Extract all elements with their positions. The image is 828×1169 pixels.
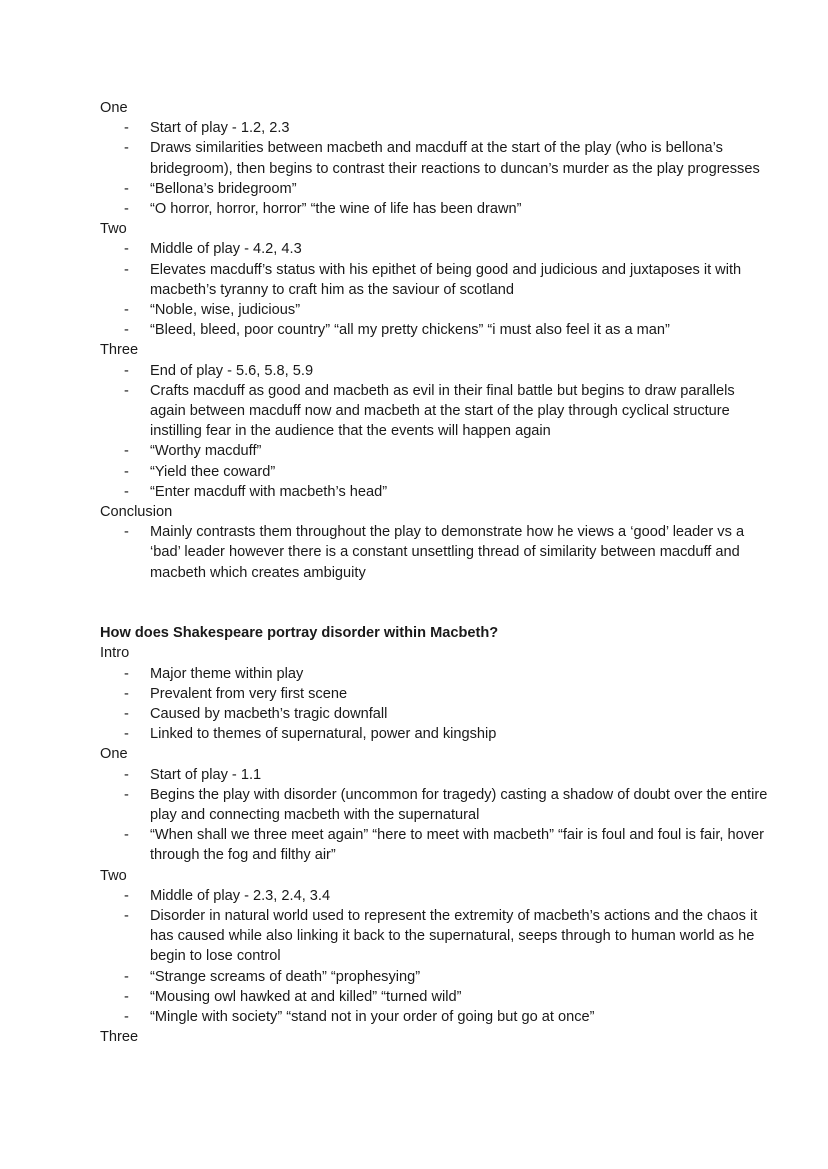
section-heading: One: [100, 746, 128, 763]
list-item: [100, 138, 768, 178]
bullet-dash: -: [124, 524, 129, 541]
list-item: [100, 886, 768, 906]
list-item-text: Begins the play with disorder (uncommon for tragedy) casting a shadow of doubt over the entire play and connecting macbeth with the supernatural: [150, 786, 768, 823]
bullet-list: [100, 361, 768, 502]
section-two: [100, 219, 768, 340]
bullet-dash: -: [124, 726, 129, 743]
section-heading: Intro: [100, 645, 130, 662]
list-item: [100, 785, 768, 825]
bullet-dash: -: [124, 463, 129, 480]
bullet-dash: -: [124, 120, 129, 137]
list-item-text: “O horror, horror, horror” “the wine of life has been drawn”: [150, 201, 522, 217]
bullet-dash: -: [124, 1009, 129, 1026]
section-two: [100, 866, 768, 1028]
list-item-text: End of play - 5.6, 5.8, 5.9: [150, 362, 314, 379]
list-item-text: “Enter macduff with macbeth’s head”: [150, 483, 388, 500]
list-item: [100, 199, 768, 219]
bullet-dash: -: [124, 302, 129, 318]
bullet-list: [100, 239, 768, 340]
bullet-dash: -: [124, 665, 129, 682]
bullet-dash: -: [124, 180, 129, 197]
list-item-text: “Noble, wise, judicious”: [150, 302, 301, 318]
list-item: [100, 906, 768, 967]
list-item: [100, 704, 768, 724]
list-item-text: Draws similarities between macbeth and macduff at the start of the play (who is bellona’s bridegroom), then begins to contrast their reactions to duncan’s murder as the play progresses: [150, 140, 760, 177]
section-one: [100, 744, 768, 865]
bullet-dash: -: [124, 887, 129, 904]
bullet-list: [100, 522, 768, 583]
list-item-text: Prevalent from very first scene: [150, 685, 348, 702]
section-one: [100, 98, 768, 219]
list-item: [100, 967, 768, 987]
bullet-dash: -: [124, 706, 129, 722]
list-item: [100, 239, 768, 259]
bullet-dash: -: [124, 988, 129, 1005]
list-item-text: Disorder in natural world used to represent the extremity of macbeth’s actions and the chaos it has caused while also linking it back to the supernatural, seeps through to human world as he begin to lose control: [150, 908, 758, 965]
bullet-dash: -: [124, 483, 129, 500]
list-item-text: “Bleed, bleed, poor country” “all my pretty chickens” “i must also feel it as a man”: [150, 322, 670, 339]
list-item: [100, 522, 768, 583]
bullet-list: [100, 118, 768, 219]
list-item-text: “Mingle with society” “stand not in your order of going but go at once”: [150, 1009, 595, 1026]
list-item-text: Caused by macbeth’s tragic downfall: [150, 706, 388, 722]
list-item-text: “When shall we three meet again” “here to meet with macbeth” “fair is foul and foul is fair, hover through the fog and filthy air”: [150, 827, 765, 864]
bullet-dash: -: [124, 908, 129, 924]
list-item: [100, 361, 768, 381]
bullet-dash: -: [124, 766, 129, 783]
section-heading: Two: [100, 867, 127, 884]
list-item: [100, 118, 768, 138]
list-item: [100, 765, 768, 785]
essay-question-title: How does Shakespeare portray disorder within Macbeth?: [100, 625, 499, 642]
list-item-text: Crafts macduff as good and macbeth as evil in their final battle but begins to draw parallels again between macduff now and macbeth at the start of the play through cyclical structure instilling fear in the audience that the events will happen again: [150, 382, 735, 440]
list-item-text: Major theme within play: [150, 665, 304, 682]
bullet-dash: -: [124, 261, 129, 278]
bullet-dash: -: [124, 685, 129, 702]
list-item-text: Middle of play - 4.2, 4.3: [150, 241, 302, 258]
list-item-text: “Mousing owl hawked at and killed” “turned wild”: [150, 988, 462, 1005]
list-item: [100, 462, 768, 482]
spacer: [100, 583, 768, 623]
list-item-text: Middle of play - 2.3, 2.4, 3.4: [150, 887, 331, 904]
bullet-dash: -: [124, 241, 129, 258]
bullet-dash: -: [124, 140, 129, 157]
list-item-text: Start of play - 1.2, 2.3: [150, 120, 290, 137]
bullet-list: [100, 664, 768, 745]
section-conclusion: [100, 502, 768, 583]
bullet-dash: -: [124, 968, 129, 985]
list-item-text: Mainly contrasts them throughout the play to demonstrate how he views a ‘good’ leader vs a ‘bad’ leader however there is a constant unsettling thread of similarity between macduff and macbeth which creates ambiguity: [150, 524, 745, 581]
list-item: [100, 1007, 768, 1027]
section-intro: [100, 643, 768, 744]
list-item: [100, 260, 768, 300]
list-item-text: “Bellona’s bridegroom”: [150, 180, 297, 197]
list-item: [100, 664, 768, 684]
bullet-dash: -: [124, 827, 129, 844]
section-heading: Two: [100, 221, 127, 238]
section-three: [100, 340, 768, 502]
list-item: [100, 179, 768, 199]
list-item: [100, 987, 768, 1007]
list-item: [100, 724, 768, 744]
list-item-text: “Worthy macduff”: [150, 443, 262, 460]
bullet-dash: -: [124, 322, 129, 339]
list-item: [100, 482, 768, 502]
section-three: [100, 1027, 768, 1047]
bullet-dash: -: [124, 362, 129, 379]
section-heading: Three: [100, 342, 139, 359]
list-item-text: “Strange screams of death” “prophesying”: [150, 968, 421, 985]
list-item: [100, 300, 768, 320]
list-item: [100, 825, 768, 865]
list-item: [100, 320, 768, 340]
bullet-dash: -: [124, 786, 129, 803]
list-item: [100, 441, 768, 461]
section-heading: Three: [100, 1029, 139, 1046]
list-item: [100, 684, 768, 704]
bullet-dash: -: [124, 382, 129, 399]
list-item: [100, 381, 768, 442]
bullet-list: [100, 765, 768, 866]
bullet-list: [100, 886, 768, 1027]
list-item-text: “Yield thee coward”: [150, 463, 276, 480]
bullet-dash: -: [124, 443, 129, 460]
list-item-text: Elevates macduff’s status with his epithet of being good and judicious and juxtaposes it with macbeth’s tyranny to craft him as the saviour of scotland: [150, 261, 742, 298]
list-item-text: Start of play - 1.1: [150, 766, 262, 783]
bullet-dash: -: [124, 201, 129, 217]
section-heading: Conclusion: [100, 504, 173, 521]
section-heading: One: [100, 100, 128, 116]
list-item-text: Linked to themes of supernatural, power and kingship: [150, 726, 497, 743]
